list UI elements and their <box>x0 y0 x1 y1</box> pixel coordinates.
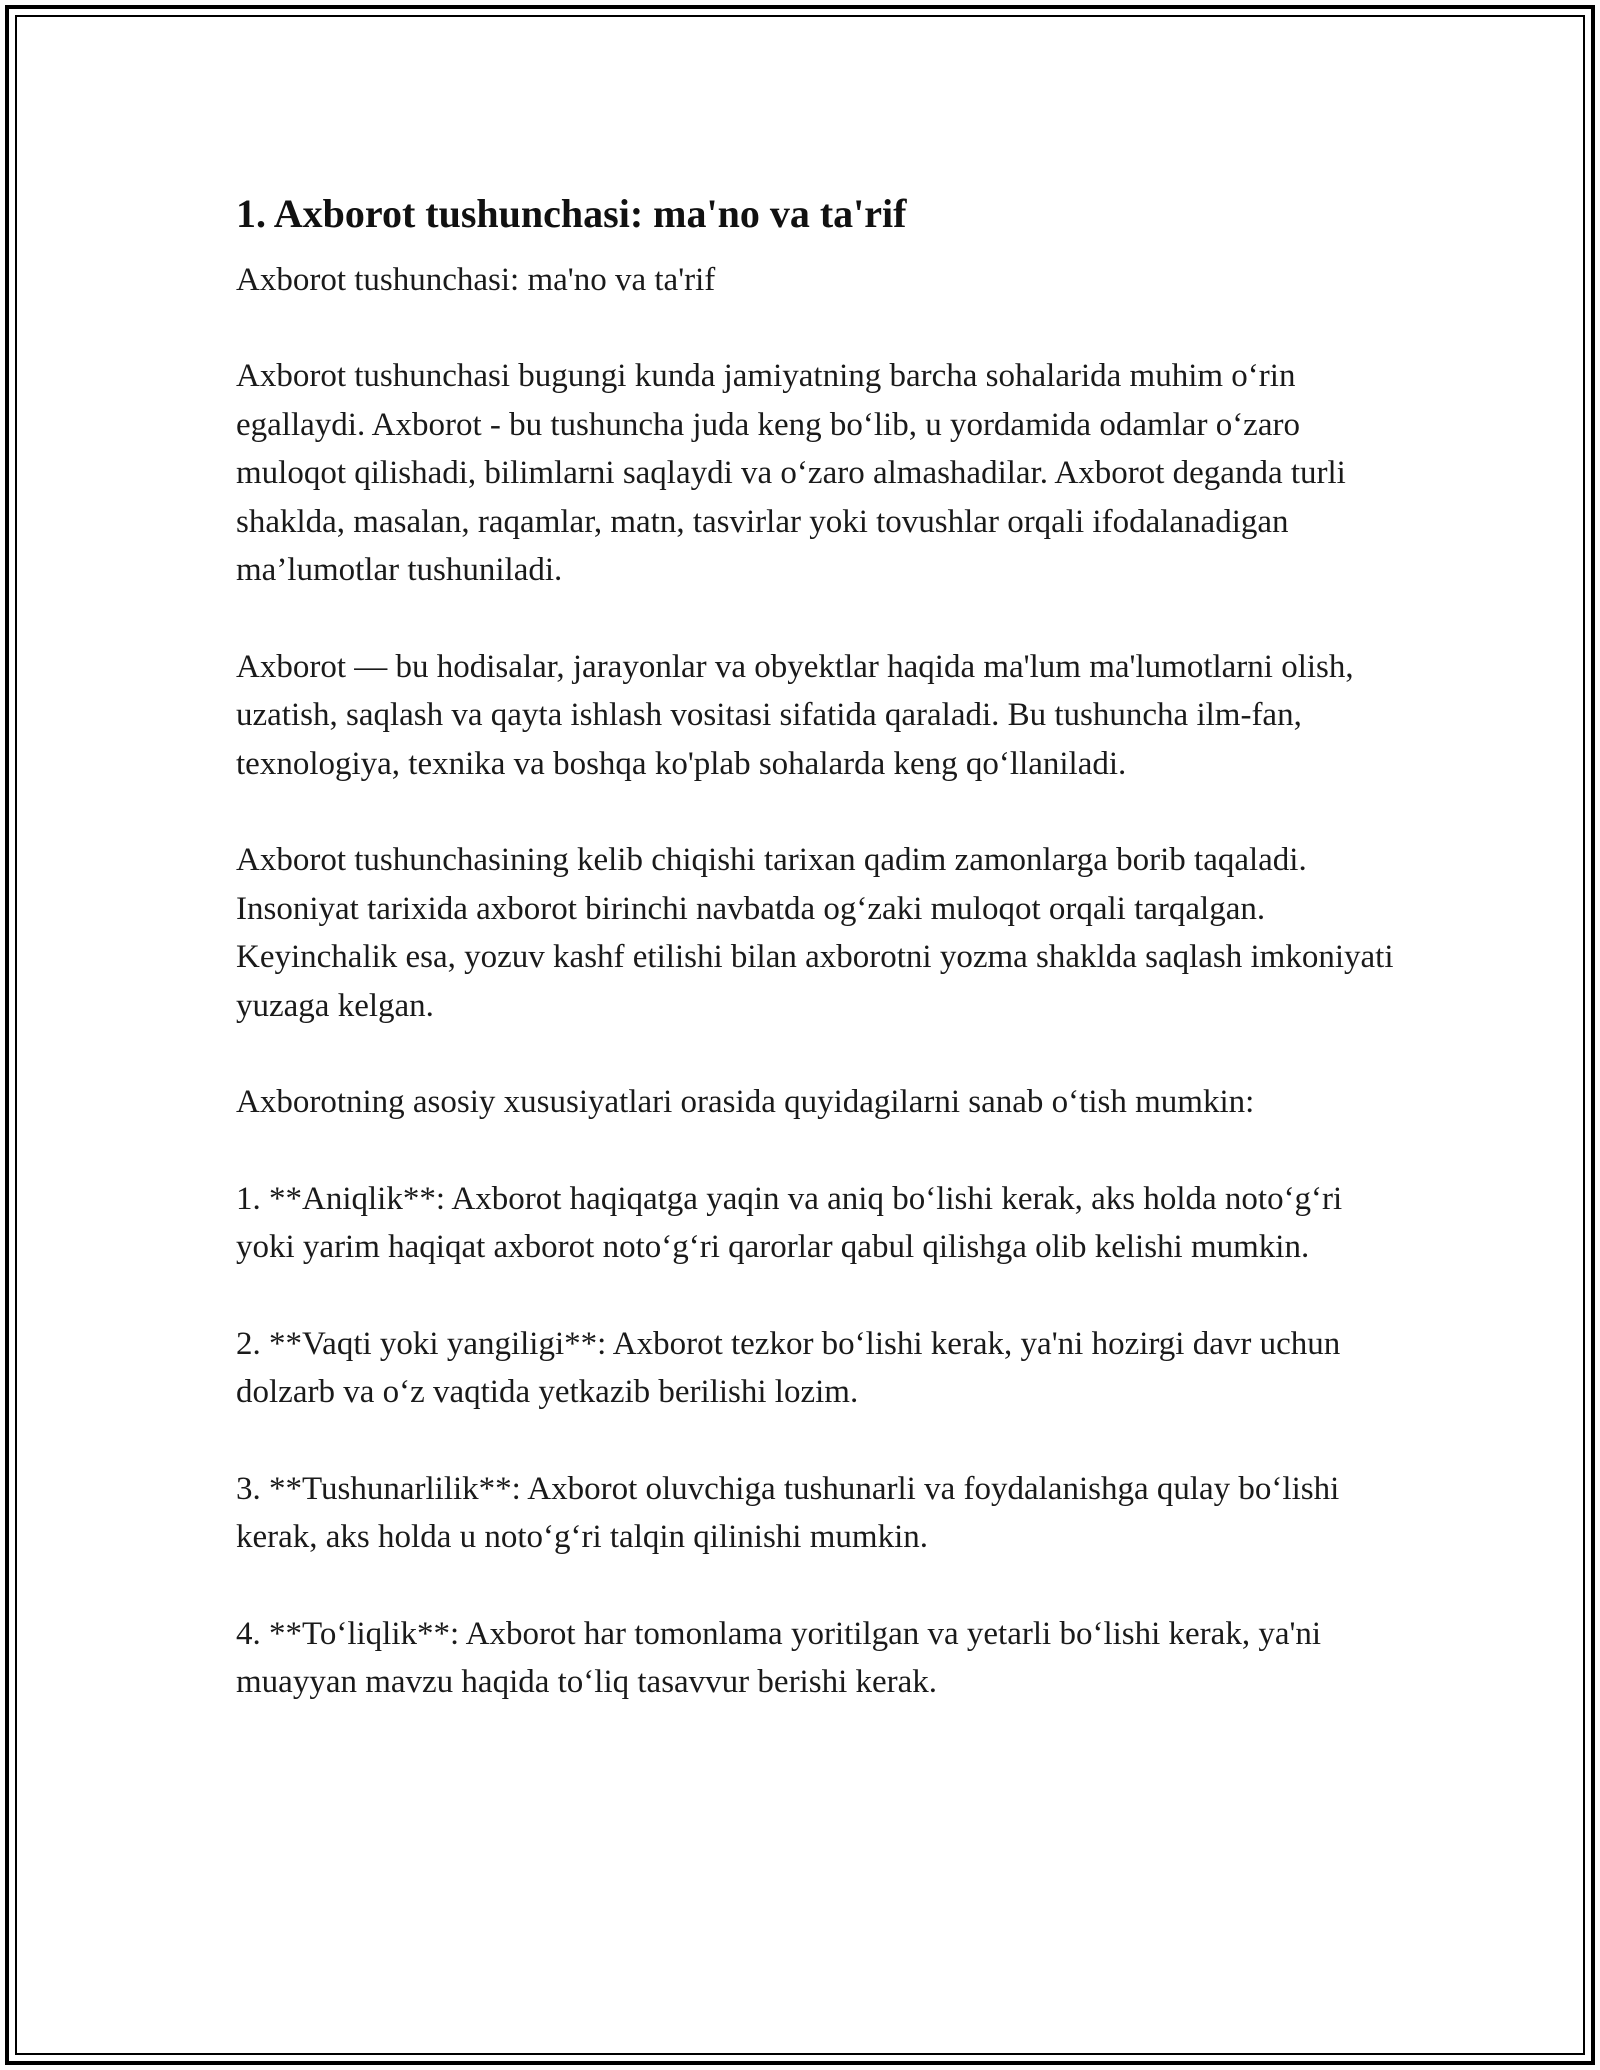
paragraph-properties-intro: Axborotning asosiy xususiyatlari orasida quyidagilarni sanab o‘tish mumkin: <box>236 1084 1255 1120</box>
list-item-accuracy: 1. **Aniqlik**: Axborot haqiqatga yaqin va aniq bo‘lishi kerak, aks holda noto‘g‘ri yoki yarim haqiqat axborot noto‘g‘ri qarorlar qabul qilishga olib kelishi mumkin. <box>236 1180 1343 1265</box>
paragraph-definition: Axborot — bu hodisalar, jarayonlar va obyektlar haqida ma'lum ma'lumotlarni olish, uzatish, saqlash va qayta ishlash vositasi sifatida qaraladi. Bu tushuncha ilm-fan, texnologiya, texnika va boshqa ko'plab sohalarda keng qo‘llaniladi. <box>236 648 1354 782</box>
document-heading: 1. Axborot tushunchasi: ma'no va ta'rif <box>236 191 907 236</box>
paragraph-intro: Axborot tushunchasi bugungi kunda jamiyatning barcha sohalarida muhim o‘rin egallaydi. Axborot - bu tushuncha juda keng bo‘lib, u yordamida odamlar o‘zaro muloqot qilishadi, bilimlarni saqlaydi va o‘zaro almashadilar. Axborot deganda turli shaklda, masalan, raqamlar, matn, tasvirlar yoki tovushlar orqali ifodalanadigan ma’lumotlar tushuniladi. <box>236 358 1346 588</box>
list-item-timeliness: 2. **Vaqti yoki yangiligi**: Axborot tezkor bo‘lishi kerak, ya'ni hozirgi davr uchun dolzarb va o‘z vaqtida yetkazib berilishi lozim. <box>236 1325 1341 1410</box>
list-item-clarity: 3. **Tushunarlilik**: Axborot oluvchiga tushunarli va foydalanishga qulay bo‘lishi kerak, aks holda u noto‘g‘ri talqin qilinishi mumkin. <box>236 1470 1340 1555</box>
document-subtitle: Axborot tushunchasi: ma'no va ta'rif <box>236 262 716 298</box>
document-body <box>236 188 1396 1707</box>
list-item-completeness: 4. **To‘liqlik**: Axborot har tomonlama yoritilgan va yetarli bo‘lishi kerak, ya'ni muayyan mavzu haqida to‘liq tasavvur berishi kerak. <box>236 1615 1322 1700</box>
paragraph-history: Axborot tushunchasining kelib chiqishi tarixan qadim zamonlarga borib taqaladi. Insoniyat tarixida axborot birinchi navbatda og‘zaki muloqot orqali tarqalgan. Keyinchalik esa, yozuv kashf etilishi bilan axborotni yozma shaklda saqlash imkoniyati yuzaga kelgan. <box>236 842 1394 1024</box>
